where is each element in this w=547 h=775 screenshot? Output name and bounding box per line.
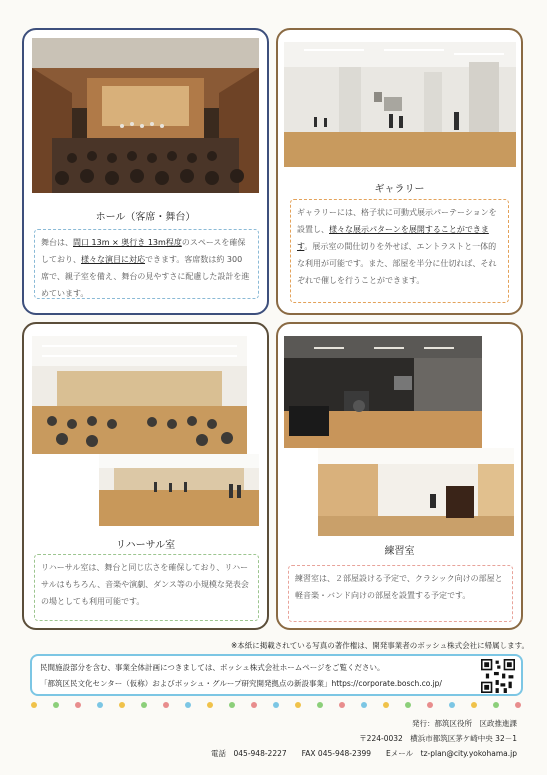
gallery-photo — [284, 42, 516, 167]
info-box — [30, 654, 523, 696]
practice-photo-piano — [318, 448, 514, 536]
gallery-description: ギャラリーには、格子状に可動式展示パーテーションを設置し、様々な展示パターンを展開することができます。展示室の間仕切りを外せば、エントラストと一体的な利用が可能です。また、部屋を半分に仕切れば、それぞれで催しを行うことができます。 — [290, 199, 509, 303]
rehearsal-photo-main — [32, 336, 247, 454]
rehearsal-title: リハーサル室 — [115, 540, 176, 551]
practice-photo-band — [284, 336, 482, 448]
qr-code-icon[interactable] — [481, 659, 515, 693]
rehearsal-card — [22, 322, 269, 630]
hall-description: 舞台は、間口 13m × 奥行き 13m程度のスペースを確保しており、様々な演目に対応できます。客席数は約 300 席で、親子室を備え、舞台の見やすさに配慮した設計を進めています。 — [34, 229, 259, 299]
gallery-title: ギャラリー — [374, 184, 425, 195]
footer-contact: 電話 045-948-2227 FAX 045-948-2399 Eメール tz-plan@city.yokohama.jp — [211, 749, 517, 758]
hall-title: ホール（客席・舞台） — [95, 212, 196, 223]
hall-photo — [32, 38, 259, 193]
rehearsal-photo-sub — [99, 454, 259, 526]
practice-card — [276, 322, 523, 630]
info-line-2[interactable]: 「都筑区民文化センター（仮称）およびボッシュ・グループ研究開発拠点の新設事業」https://corporate.bosch.co.jp/ — [40, 679, 442, 688]
practice-description: 練習室は、２部屋設ける予定で、クラシック向けの部屋と軽音楽・バンド向けの部屋を設置する予定です。 — [288, 565, 513, 622]
gallery-card — [276, 28, 523, 315]
practice-title: 練習室 — [384, 546, 415, 557]
rehearsal-description: リハーサル室は、舞台と同じ広さを確保しており、リハーサルはもちろん、音楽や演劇、ダンス等の小規模な発表会の場としても利用可能です。 — [34, 554, 259, 621]
copyright-note: ※本紙に掲載されている写真の著作権は、開発事業者のボッシュ株式会社に帰属します。 — [230, 641, 529, 650]
footer-publisher: 発行：都筑区役所 区政推進課 — [412, 719, 517, 728]
decorative-dots — [24, 700, 524, 710]
hall-card — [22, 28, 269, 315]
footer-address: 〒224-0032 横浜市都筑区茅ケ崎中央 32－1 — [359, 734, 517, 743]
info-line-1: 民間施設部分を含む、事業全体計画につきましては、ボッシュ株式会社ホームページをご覧ください。 — [40, 663, 385, 672]
